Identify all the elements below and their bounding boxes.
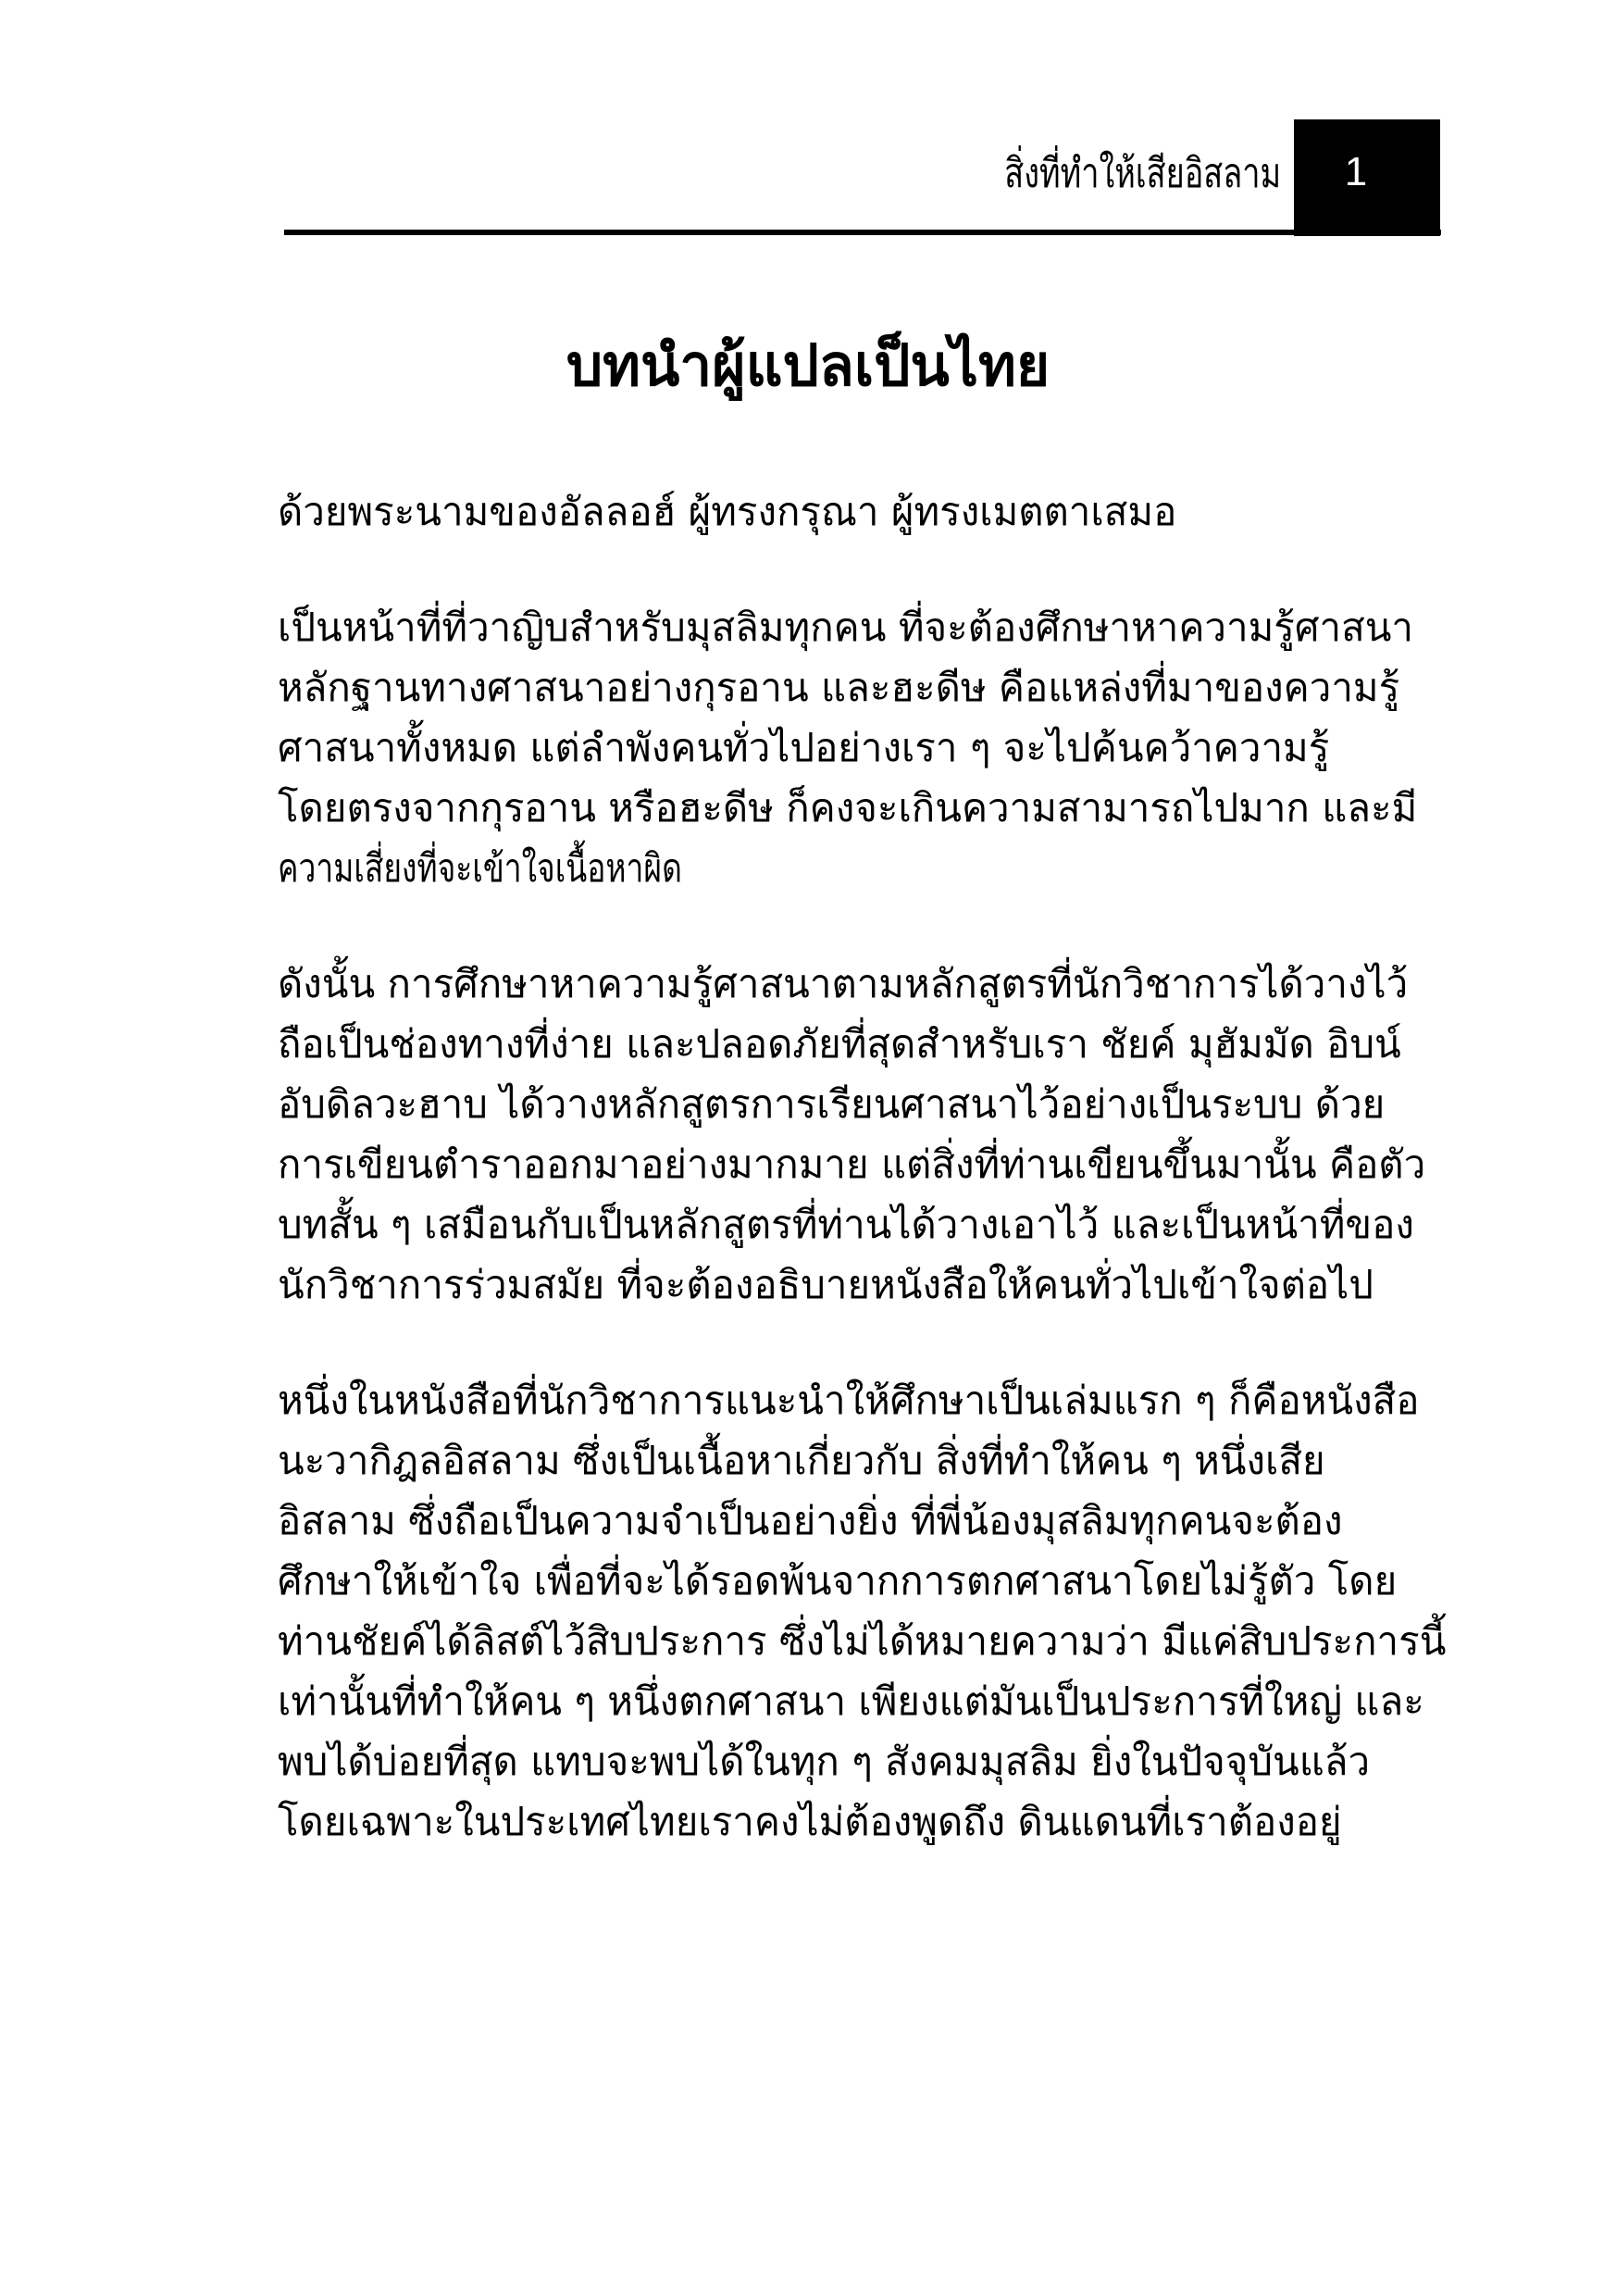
page-header — [0, 0, 1616, 241]
text-line: ด้วยพระนามของอัลลอฮ์ ผู้ทรงกรุณา ผู้ทรงเมตตาเสมอ — [278, 489, 1177, 534]
text-line: บทสั้น ๆ เสมือนกับเป็นหลักสูตรที่ท่านได้วางเอาไว้ และเป็นหน้าที่ของ — [278, 1202, 1414, 1247]
text-line: นักวิชาการร่วมสมัย ที่จะต้องอธิบายหนังสือให้คนทั่วไปเข้าใจต่อไป — [278, 1262, 1374, 1307]
paragraph-2 — [278, 954, 1455, 1315]
text-line: ถือเป็นช่องทางที่ง่าย และปลอดภัยที่สุดสำหรับเรา ชัยค์ มุฮัมมัด อิบน์ — [278, 1021, 1401, 1067]
text-line: หลักฐานทางศาสนาอย่างกุรอาน และฮะดีษ คือแหล่งที่มาของความรู้ — [278, 665, 1400, 710]
text-line: โดยตรงจากกุรอาน หรือฮะดีษ ก็คงจะเกินความสามารถไปมาก และมี — [278, 785, 1418, 830]
text-line: เท่านั้นที่ทำให้คน ๆ หนึ่งตกศาสนา เพียงแต่มันเป็นประการที่ใหญ่ และ — [278, 1678, 1424, 1724]
paragraph-1 — [278, 597, 1455, 898]
paragraph-basmala — [278, 481, 1455, 542]
text-line: อิสลาม ซึ่งถือเป็นความจำเป็นอย่างยิ่ง ที่พี่น้องมุสลิมทุกคนจะต้อง — [278, 1498, 1343, 1543]
text-line: ความเสี่ยงที่จะเข้าใจเนื้อหาผิด — [278, 845, 682, 891]
text-line: ศึกษาให้เข้าใจ เพื่อที่จะได้รอดพ้นจากการตกศาสนาโดยไม่รู้ตัว โดย — [278, 1558, 1398, 1603]
header-rule-divider — [284, 230, 1441, 235]
running-header-title: สิ่งที่ทำให้เสียอิสลาม — [1004, 150, 1281, 197]
page-number-badge — [1294, 119, 1440, 236]
text-line: อับดิลวะฮาบ ได้วางหลักสูตรการเรียนศาสนาไว้อย่างเป็นระบบ ด้วย — [278, 1081, 1386, 1127]
page-number: 1 — [1344, 149, 1368, 194]
text-line: หนึ่งในหนังสือที่นักวิชาการแนะนำให้ศึกษาเป็นเล่มแรก ๆ ก็คือหนังสือ — [278, 1378, 1420, 1423]
text-line: ท่านชัยค์ได้ลิสต์ไว้สิบประการ ซึ่งไม่ได้หมายความว่า มีแค่สิบประการนี้ — [278, 1618, 1447, 1664]
text-line: ดังนั้น การศึกษาหาความรู้ศาสนาตามหลักสูตรที่นักวิชาการได้วางไว้ — [278, 961, 1409, 1006]
body-text — [278, 481, 1455, 1907]
text-line: นะวากิฎลอิสลาม ซึ่งเป็นเนื้อหาเกี่ยวกับ สิ่งที่ทำให้คน ๆ หนึ่งเสีย — [278, 1438, 1325, 1483]
text-line: โดยเฉพาะในประเทศไทยเราคงไม่ต้องพูดถึง ดินแดนที่เราต้องอยู่ — [278, 1799, 1342, 1844]
paragraph-3 — [278, 1370, 1455, 1852]
text-line: เป็นหน้าที่ที่วาญิบสำหรับมุสลิมทุกคน ที่จะต้องศึกษาหาความรู้ศาสนา — [278, 605, 1414, 650]
page-title: บทนำผู้แปลเป็นไทย — [566, 331, 1050, 399]
text-line: พบได้บ่อยที่สุด แทบจะพบได้ในทุก ๆ สังคมมุสลิม ยิ่งในปัจจุบันแล้ว — [278, 1739, 1371, 1784]
text-line: การเขียนตำราออกมาอย่างมากมาย แต่สิ่งที่ท่านเขียนขึ้นมานั้น คือตัว — [278, 1142, 1426, 1187]
text-line: ศาสนาทั้งหมด แต่ลำพังคนทั่วไปอย่างเรา ๆ จะไปค้นคว้าความรู้ — [278, 725, 1330, 770]
